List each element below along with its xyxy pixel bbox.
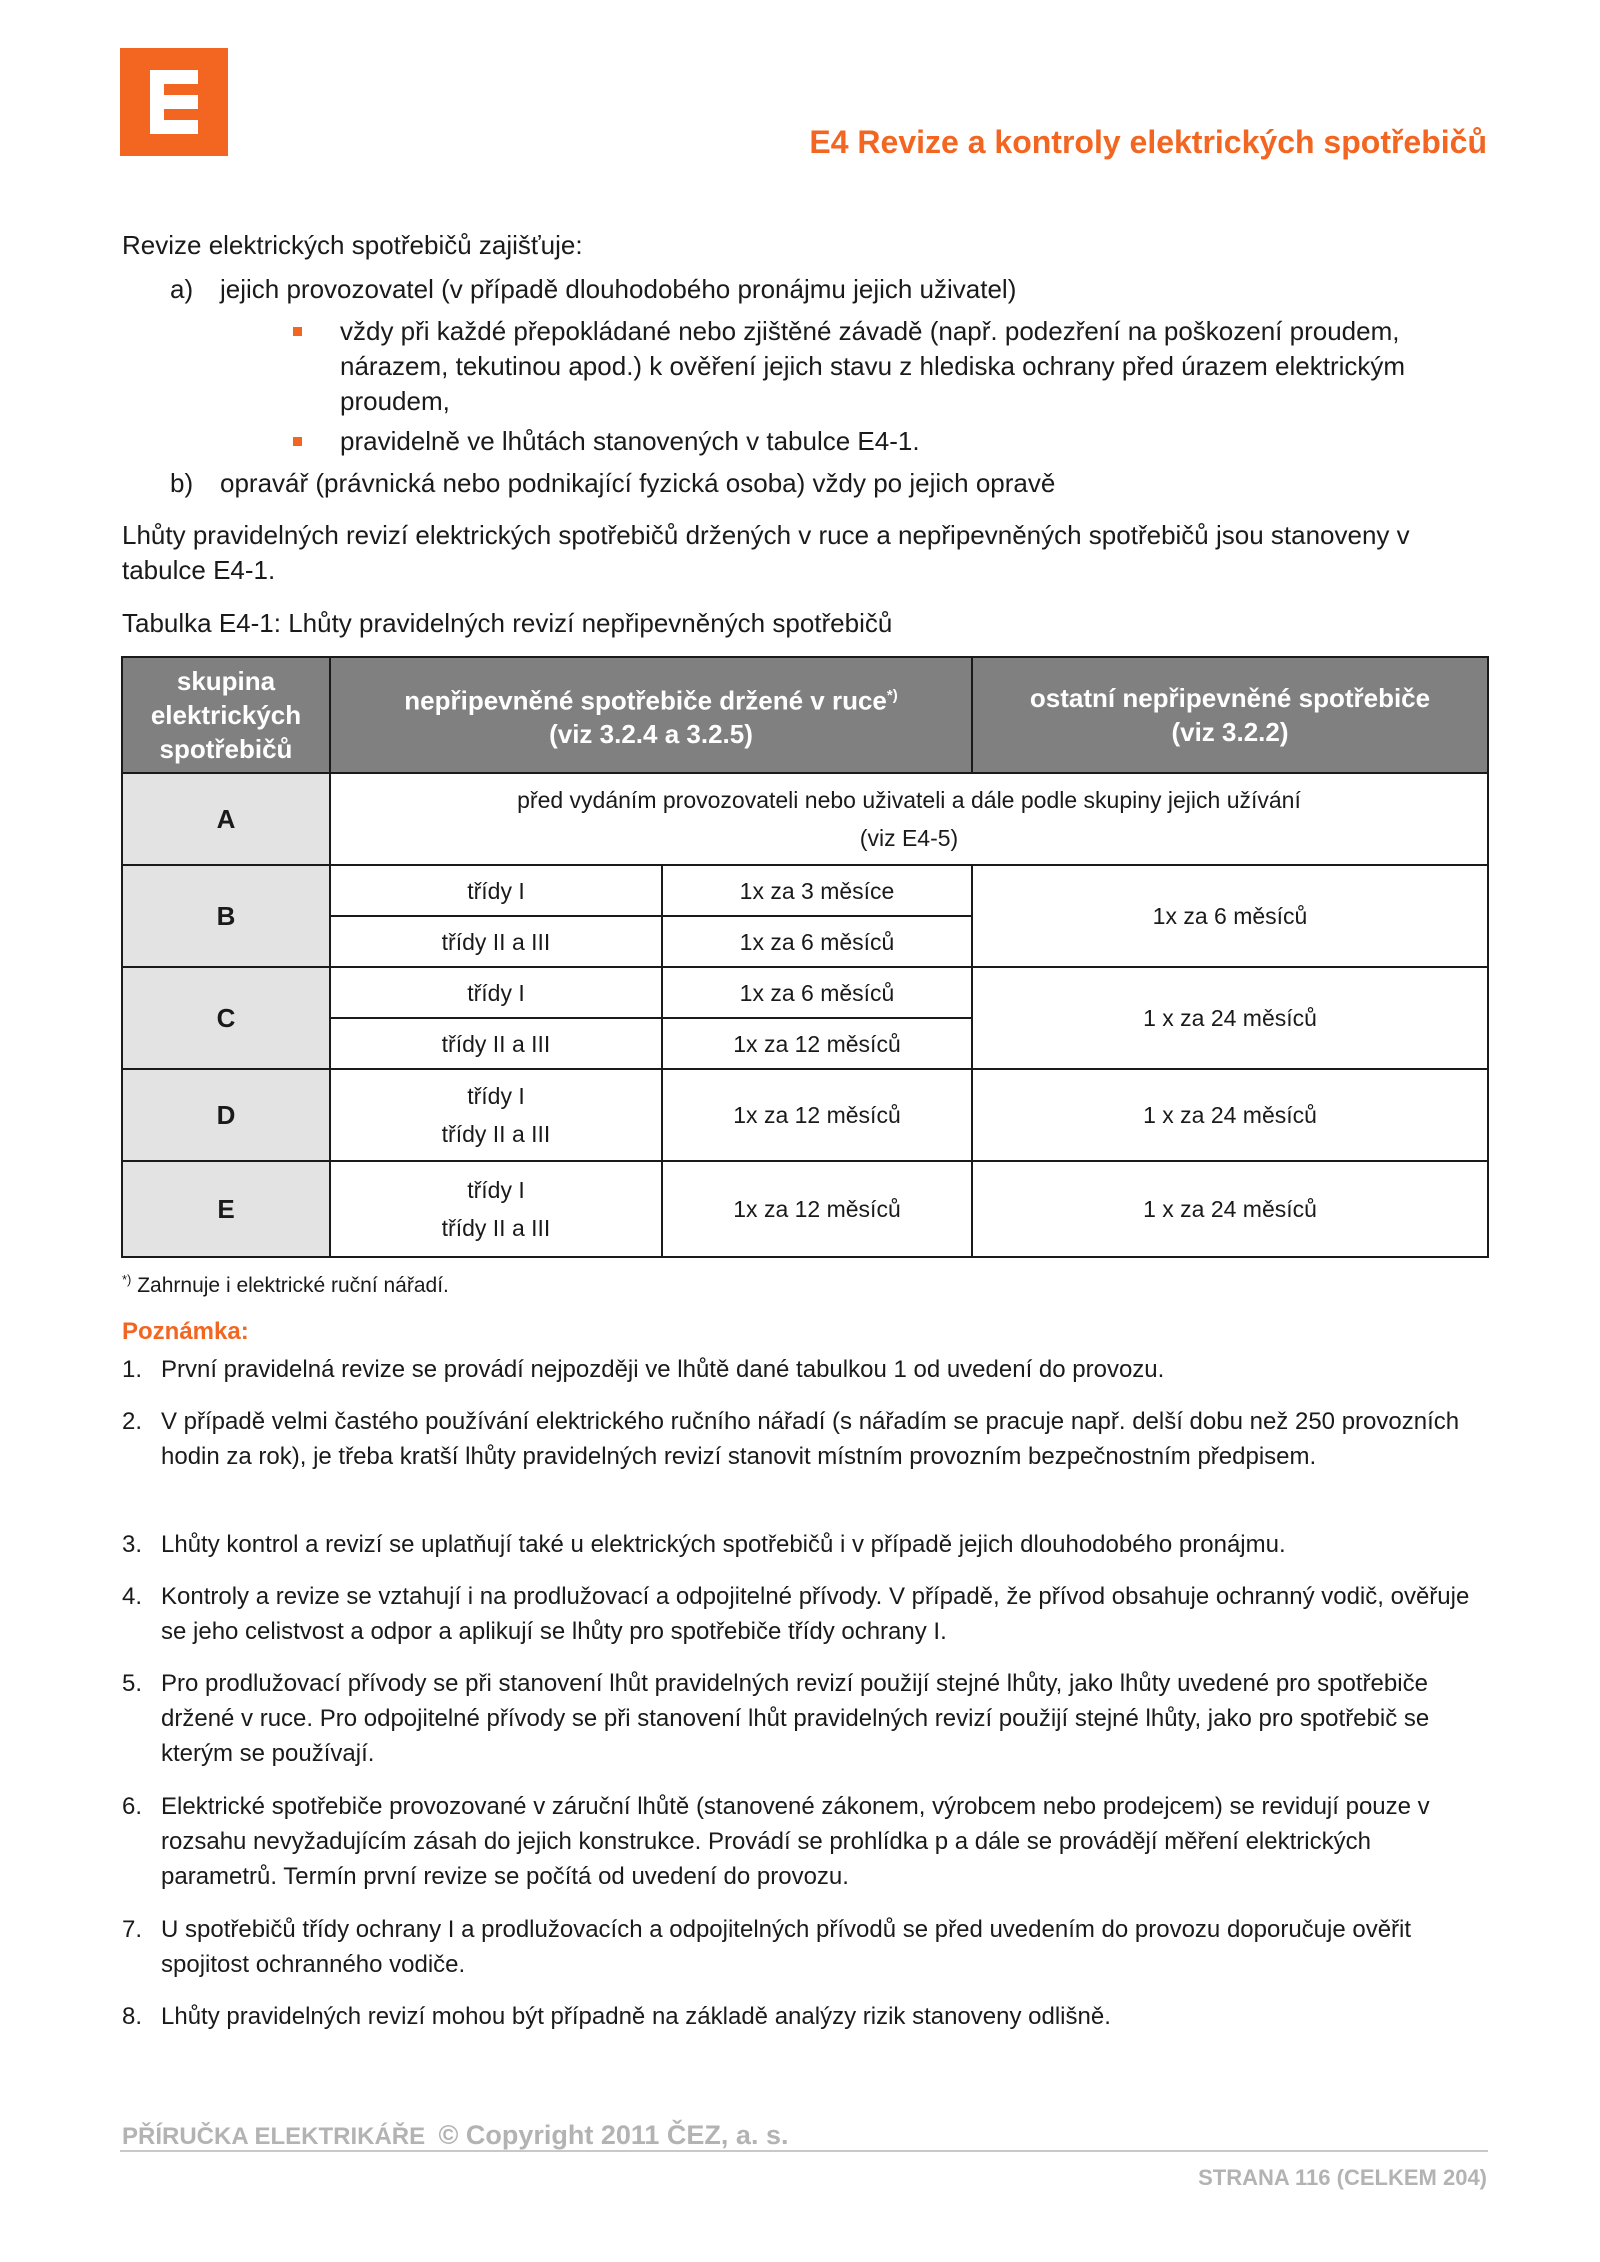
table-cell: třídy I třídy II a III (330, 1069, 662, 1161)
table-cell: 1 x za 24 měsíců (972, 1069, 1488, 1161)
table-row (122, 865, 1488, 916)
table-cell: třídy I (330, 865, 662, 916)
table-cell: třídy I třídy II a III (330, 1161, 662, 1257)
table-cell: 1 x za 24 měsíců (972, 1161, 1488, 1257)
header-handheld: nepřipevněné spotřebiče držené v ruce*) (viz 3.2.4 a 3.2.5) (330, 657, 972, 773)
group-cell: A (122, 773, 330, 865)
bullet-item (295, 424, 1485, 459)
footer-publication: PŘÍRUČKA ELEKTRIKÁŘE © Copyright 2011 ČEZ, a. s. (122, 2120, 789, 2150)
page-title: E4 Revize a kontroly elektrických spotřebičů (809, 124, 1487, 160)
cez-logo (120, 48, 228, 156)
note-item: 4. Kontroly a revize se vztahují i na prodlužovací a odpojitelné přívody. V případě, že přívod obsahuje ochranný vodič, ověřuje se jeho celistvost a odpor a aplikují se lhůty pro spotřebiče třídy ochrany I. (122, 1583, 1470, 1645)
table-cell: 1x za 3 měsíce (662, 865, 972, 916)
list-text-b: opravář (právnická nebo podnikající fyzická osoba) vždy po jejich opravě (220, 468, 1056, 498)
list-marker-a: a) (170, 274, 194, 304)
table-cell: třídy I (330, 967, 662, 1018)
list-item-b (170, 466, 1055, 501)
table-row (122, 967, 1488, 1018)
group-cell: C (122, 967, 330, 1069)
footer-copyright: © Copyright 2011 ČEZ, a. s. (438, 2120, 789, 2150)
note-item: 3. Lhůty kontrol a revizí se uplatňují také u elektrických spotřebičů i v případě jejich dlouhodobého pronájmu. (122, 1531, 1286, 1558)
header-other: ostatní nepřipevněné spotřebiče (viz 3.2.2) (972, 657, 1488, 773)
table-cell: třídy II a III (330, 1018, 662, 1069)
table-cell: 1x za 12 měsíců (662, 1018, 972, 1069)
group-cell: E (122, 1161, 330, 1257)
bullet-text: pravidelně ve lhůtách stanovených v tabulce E4-1. (340, 426, 920, 456)
list-marker-b: b) (170, 468, 194, 498)
table-cell: 1x za 6 měsíců (662, 967, 972, 1018)
bullet-item (295, 314, 1485, 419)
bullet-text: vždy při každé přepokládané nebo zjištěné závadě (např. podezření na poškození proudem, nárazem, tekutinou apod.) k ověření jejich stavu z hlediska ochrany před úrazem elektrickým proudem, (340, 316, 1406, 416)
note-item: 7. U spotřebičů třídy ochrany I a prodlužovacích a odpojitelných přívodů se před uvedením do provozu doporučuje ověřit spojitost ochranného vodiče. (122, 1916, 1412, 1978)
table-cell: 1x za 6 měsíců (972, 865, 1488, 967)
footer-divider (120, 2150, 1488, 2152)
table-row (122, 1069, 1488, 1161)
intro-text: Revize elektrických spotřebičů zajišťuje: (122, 230, 583, 260)
table-footnote: *) Zahrnuje i elektrické ruční nářadí. (122, 1272, 449, 1297)
table-cell: 1x za 6 měsíců (662, 916, 972, 967)
list-text-a: jejich provozovatel (v případě dlouhodobého pronájmu jejich uživatel) (220, 274, 1017, 304)
table-caption: Tabulka E4-1: Lhůty pravidelných revizí nepřipevněných spotřebičů (122, 608, 893, 638)
paragraph: Lhůty pravidelných revizí elektrických spotřebičů držených v ruce a nepřipevněných spotřebičů jsou stanoveny v tabulce E4-1. (122, 520, 1410, 585)
table-cell: před vydáním provozovateli nebo uživateli a dále podle skupiny jejich užívání (viz E4-5) (330, 773, 1488, 865)
table-header-row (122, 657, 1488, 773)
footer-page-number: STRANA 116 (CELKEM 204) (1198, 2165, 1487, 2190)
table-row (122, 773, 1488, 865)
note-item: 1. První pravidelná revize se provádí nejpozději ve lhůtě dané tabulkou 1 od uvedení do provozu. (122, 1356, 1165, 1383)
bullet-square-icon (293, 327, 302, 336)
note-item: 5. Pro prodlužovací přívody se při stanovení lhůt pravidelných revizí použijí stejné lhůty, jako lhůty uvedené pro spotřebiče držené v ruce. Pro odpojitelné přívody se při stanovení lhůt pravidelných revizí použijí stejné lhůty, jako pro spotřebič se kterým se používají. (122, 1670, 1430, 1767)
revision-intervals-table (121, 656, 1489, 1258)
header-group: skupina elektrických spotřebičů (122, 657, 330, 773)
group-cell: D (122, 1069, 330, 1161)
group-cell: B (122, 865, 330, 967)
table-cell: 1x za 12 měsíců (662, 1161, 972, 1257)
list-item-a (170, 272, 1016, 307)
notes-heading: Poznámka: (122, 1318, 249, 1345)
bullet-square-icon (293, 437, 302, 446)
table-cell: 1x za 12 měsíců (662, 1069, 972, 1161)
table-cell: 1 x za 24 měsíců (972, 967, 1488, 1069)
table-row (122, 1161, 1488, 1257)
table-cell: třídy II a III (330, 916, 662, 967)
note-item: 8. Lhůty pravidelných revizí mohou být případně na základě analýzy rizik stanoveny odlišně. (122, 2003, 1111, 2030)
note-item: 6. Elektrické spotřebiče provozované v záruční lhůtě (stanovené zákonem, výrobcem nebo prodejcem) se revidují pouze v rozsahu nevyžadujícím zásah do jejich konstrukce. Provádí se prohlídka p a dále se provádějí měření elektrických parametrů. Termín první revize se počítá od uvedení do provozu. (122, 1793, 1430, 1890)
note-item: 2. V případě velmi častého používání elektrického ručního nářadí (s nářadím se pracuje např. delší dobu než 250 provozních hodin za rok), je třeba kratší lhůty pravidelných revizí stanovit místním provozním bezpečnostním předpisem. (122, 1408, 1460, 1470)
